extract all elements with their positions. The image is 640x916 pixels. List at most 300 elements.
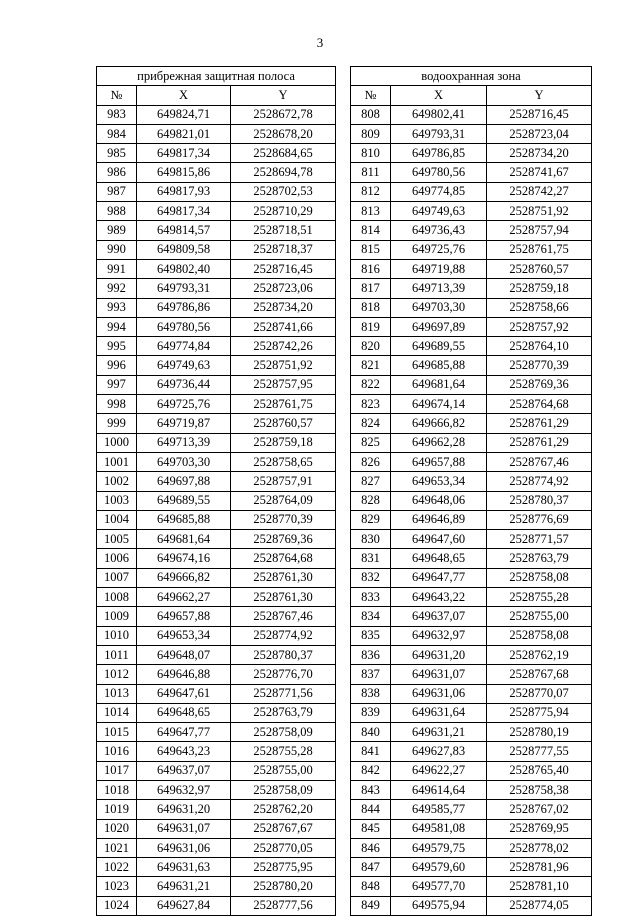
x-coordinate: 649631,21 — [391, 723, 487, 742]
point-number: 1018 — [97, 780, 137, 799]
point-number: 833 — [351, 588, 391, 607]
x-coordinate: 649689,55 — [391, 337, 487, 356]
point-number: 810 — [351, 144, 391, 163]
x-coordinate: 649575,94 — [391, 896, 487, 915]
x-coordinate: 649581,08 — [391, 819, 487, 838]
y-coordinate: 2528762,19 — [487, 645, 592, 664]
table-row — [351, 279, 592, 298]
point-number: 820 — [351, 337, 391, 356]
point-number: 813 — [351, 202, 391, 221]
table-row — [97, 491, 336, 510]
point-number: 821 — [351, 356, 391, 375]
point-number: 815 — [351, 240, 391, 259]
y-coordinate: 2528751,92 — [231, 356, 336, 375]
table-row — [97, 819, 336, 838]
table-row — [351, 626, 592, 645]
x-coordinate: 649774,85 — [391, 182, 487, 201]
point-number: 845 — [351, 819, 391, 838]
table-row — [97, 356, 336, 375]
table-row — [97, 858, 336, 877]
point-number: 1007 — [97, 568, 137, 587]
point-number: 993 — [97, 298, 137, 317]
y-coordinate: 2528767,68 — [487, 665, 592, 684]
x-coordinate: 649643,23 — [137, 742, 231, 761]
point-number: 849 — [351, 896, 391, 915]
table-row — [97, 144, 336, 163]
y-coordinate: 2528763,79 — [487, 549, 592, 568]
x-coordinate: 649824,71 — [137, 105, 231, 124]
table-row — [97, 684, 336, 703]
x-coordinate: 649579,75 — [391, 838, 487, 857]
x-coordinate: 649648,65 — [391, 549, 487, 568]
table-row — [351, 472, 592, 491]
y-coordinate: 2528761,30 — [231, 588, 336, 607]
point-number: 842 — [351, 761, 391, 780]
table-row — [351, 703, 592, 722]
x-coordinate: 649648,06 — [391, 491, 487, 510]
x-coordinate: 649689,55 — [137, 491, 231, 510]
table-row — [97, 240, 336, 259]
point-number: 835 — [351, 626, 391, 645]
x-coordinate: 649725,76 — [391, 240, 487, 259]
x-coordinate: 649719,88 — [391, 259, 487, 278]
table-row — [97, 761, 336, 780]
x-coordinate: 649809,58 — [137, 240, 231, 259]
x-coordinate: 649666,82 — [137, 568, 231, 587]
table-row — [351, 124, 592, 143]
x-coordinate: 649674,14 — [391, 395, 487, 414]
table-row — [97, 742, 336, 761]
y-coordinate: 2528770,07 — [487, 684, 592, 703]
y-coordinate: 2528777,56 — [231, 896, 336, 915]
table-row — [351, 877, 592, 896]
table-row — [351, 530, 592, 549]
y-coordinate: 2528755,00 — [487, 607, 592, 626]
point-number: 838 — [351, 684, 391, 703]
x-coordinate: 649631,06 — [137, 838, 231, 857]
point-number: 809 — [351, 124, 391, 143]
x-coordinate: 649786,86 — [137, 298, 231, 317]
y-coordinate: 2528761,75 — [231, 395, 336, 414]
y-coordinate: 2528776,69 — [487, 510, 592, 529]
point-number: 1022 — [97, 858, 137, 877]
point-number: 844 — [351, 800, 391, 819]
table-row — [97, 375, 336, 394]
y-coordinate: 2528694,78 — [231, 163, 336, 182]
table-row — [351, 491, 592, 510]
point-number: 1015 — [97, 723, 137, 742]
point-number: 1003 — [97, 491, 137, 510]
y-coordinate: 2528757,94 — [487, 221, 592, 240]
x-coordinate: 649632,97 — [137, 780, 231, 799]
point-number: 839 — [351, 703, 391, 722]
table-row — [351, 645, 592, 664]
table-row — [351, 723, 592, 742]
y-coordinate: 2528767,02 — [487, 800, 592, 819]
point-number: 1019 — [97, 800, 137, 819]
x-coordinate: 649713,39 — [137, 433, 231, 452]
point-number: 841 — [351, 742, 391, 761]
x-coordinate: 649631,07 — [391, 665, 487, 684]
point-number: 986 — [97, 163, 137, 182]
table-row — [351, 665, 592, 684]
point-number: 808 — [351, 105, 391, 124]
table-row — [351, 395, 592, 414]
x-coordinate: 649697,88 — [137, 472, 231, 491]
table-row — [97, 259, 336, 278]
x-coordinate: 649681,64 — [391, 375, 487, 394]
point-number: 990 — [97, 240, 137, 259]
table-row — [97, 182, 336, 201]
x-coordinate: 649631,64 — [391, 703, 487, 722]
point-number: 1009 — [97, 607, 137, 626]
point-number: 992 — [97, 279, 137, 298]
point-number: 989 — [97, 221, 137, 240]
table-row — [97, 317, 336, 336]
point-number: 837 — [351, 665, 391, 684]
table-row — [97, 221, 336, 240]
y-coordinate: 2528759,18 — [231, 433, 336, 452]
point-number: 1004 — [97, 510, 137, 529]
y-coordinate: 2528767,46 — [487, 452, 592, 471]
y-coordinate: 2528764,68 — [231, 549, 336, 568]
point-number: 830 — [351, 530, 391, 549]
point-number: 1008 — [97, 588, 137, 607]
y-coordinate: 2528764,10 — [487, 337, 592, 356]
y-coordinate: 2528761,75 — [487, 240, 592, 259]
table-title: прибрежная защитная полоса — [97, 67, 336, 86]
y-coordinate: 2528765,40 — [487, 761, 592, 780]
table-row — [97, 105, 336, 124]
x-coordinate: 649653,34 — [137, 626, 231, 645]
point-number: 829 — [351, 510, 391, 529]
x-coordinate: 649817,93 — [137, 182, 231, 201]
y-coordinate: 2528762,20 — [231, 800, 336, 819]
y-coordinate: 2528761,29 — [487, 414, 592, 433]
table-row — [351, 433, 592, 452]
y-coordinate: 2528769,36 — [231, 530, 336, 549]
x-coordinate: 649646,88 — [137, 665, 231, 684]
table-row — [351, 105, 592, 124]
x-coordinate: 649802,40 — [137, 259, 231, 278]
x-coordinate: 649647,77 — [137, 723, 231, 742]
table-row — [97, 588, 336, 607]
column-header-number: № — [351, 86, 391, 105]
x-coordinate: 649786,85 — [391, 144, 487, 163]
point-number: 823 — [351, 395, 391, 414]
table-body — [97, 105, 336, 915]
y-coordinate: 2528760,57 — [487, 259, 592, 278]
x-coordinate: 649780,56 — [137, 317, 231, 336]
x-coordinate: 649749,63 — [137, 356, 231, 375]
point-number: 827 — [351, 472, 391, 491]
y-coordinate: 2528742,26 — [231, 337, 336, 356]
point-number: 996 — [97, 356, 137, 375]
point-number: 985 — [97, 144, 137, 163]
x-coordinate: 649632,97 — [391, 626, 487, 645]
column-header-y: Y — [487, 86, 592, 105]
point-number: 816 — [351, 259, 391, 278]
x-coordinate: 649631,06 — [391, 684, 487, 703]
y-coordinate: 2528742,27 — [487, 182, 592, 201]
table-row — [97, 452, 336, 471]
table-row — [97, 800, 336, 819]
x-coordinate: 649585,77 — [391, 800, 487, 819]
y-coordinate: 2528781,96 — [487, 858, 592, 877]
y-coordinate: 2528758,38 — [487, 780, 592, 799]
x-coordinate: 649647,77 — [391, 568, 487, 587]
x-coordinate: 649614,64 — [391, 780, 487, 799]
y-coordinate: 2528710,29 — [231, 202, 336, 221]
table-row — [97, 510, 336, 529]
y-coordinate: 2528758,09 — [231, 780, 336, 799]
point-number: 811 — [351, 163, 391, 182]
table-row — [97, 607, 336, 626]
table-row — [97, 896, 336, 915]
table-row — [97, 626, 336, 645]
point-number: 995 — [97, 337, 137, 356]
column-header-y: Y — [231, 86, 336, 105]
y-coordinate: 2528780,37 — [231, 645, 336, 664]
x-coordinate: 649736,44 — [137, 375, 231, 394]
y-coordinate: 2528771,57 — [487, 530, 592, 549]
x-coordinate: 649648,07 — [137, 645, 231, 664]
y-coordinate: 2528767,46 — [231, 607, 336, 626]
x-coordinate: 649631,07 — [137, 819, 231, 838]
x-coordinate: 649817,34 — [137, 202, 231, 221]
point-number: 1000 — [97, 433, 137, 452]
point-number: 847 — [351, 858, 391, 877]
table-row — [351, 684, 592, 703]
x-coordinate: 649631,63 — [137, 858, 231, 877]
table-row — [97, 163, 336, 182]
point-number: 1012 — [97, 665, 137, 684]
x-coordinate: 649627,83 — [391, 742, 487, 761]
point-number: 826 — [351, 452, 391, 471]
point-number: 1014 — [97, 703, 137, 722]
table-row — [97, 124, 336, 143]
x-coordinate: 649647,61 — [137, 684, 231, 703]
point-number: 832 — [351, 568, 391, 587]
point-number: 999 — [97, 414, 137, 433]
table-row — [351, 761, 592, 780]
point-number: 987 — [97, 182, 137, 201]
x-coordinate: 649719,87 — [137, 414, 231, 433]
y-coordinate: 2528758,08 — [487, 568, 592, 587]
point-number: 998 — [97, 395, 137, 414]
table-row — [351, 317, 592, 336]
y-coordinate: 2528770,39 — [487, 356, 592, 375]
x-coordinate: 649631,21 — [137, 877, 231, 896]
table-row — [97, 703, 336, 722]
y-coordinate: 2528702,53 — [231, 182, 336, 201]
table-row — [351, 800, 592, 819]
x-coordinate: 649814,57 — [137, 221, 231, 240]
table-row — [351, 337, 592, 356]
y-coordinate: 2528751,92 — [487, 202, 592, 221]
y-coordinate: 2528718,37 — [231, 240, 336, 259]
x-coordinate: 649637,07 — [137, 761, 231, 780]
y-coordinate: 2528774,92 — [487, 472, 592, 491]
y-coordinate: 2528774,92 — [231, 626, 336, 645]
table-row — [351, 163, 592, 182]
table-row — [351, 144, 592, 163]
table-row — [351, 375, 592, 394]
x-coordinate: 649780,56 — [391, 163, 487, 182]
y-coordinate: 2528761,30 — [231, 568, 336, 587]
y-coordinate: 2528723,06 — [231, 279, 336, 298]
y-coordinate: 2528771,56 — [231, 684, 336, 703]
x-coordinate: 649817,34 — [137, 144, 231, 163]
x-coordinate: 649622,27 — [391, 761, 487, 780]
y-coordinate: 2528764,09 — [231, 491, 336, 510]
column-header-x: X — [137, 86, 231, 105]
table-row — [351, 858, 592, 877]
y-coordinate: 2528764,68 — [487, 395, 592, 414]
y-coordinate: 2528723,04 — [487, 124, 592, 143]
x-coordinate: 649685,88 — [391, 356, 487, 375]
point-number: 1023 — [97, 877, 137, 896]
y-coordinate: 2528741,66 — [231, 317, 336, 336]
y-coordinate: 2528758,09 — [231, 723, 336, 742]
table-row — [351, 240, 592, 259]
table-row — [351, 259, 592, 278]
table-row — [351, 221, 592, 240]
x-coordinate: 649643,22 — [391, 588, 487, 607]
table-row — [351, 510, 592, 529]
point-number: 983 — [97, 105, 137, 124]
x-coordinate: 649666,82 — [391, 414, 487, 433]
point-number: 828 — [351, 491, 391, 510]
table-row — [97, 433, 336, 452]
table-row — [351, 819, 592, 838]
y-coordinate: 2528770,05 — [231, 838, 336, 857]
x-coordinate: 649793,31 — [391, 124, 487, 143]
x-coordinate: 649697,89 — [391, 317, 487, 336]
x-coordinate: 649821,01 — [137, 124, 231, 143]
point-number: 1010 — [97, 626, 137, 645]
point-number: 840 — [351, 723, 391, 742]
point-number: 834 — [351, 607, 391, 626]
table-row — [351, 742, 592, 761]
y-coordinate: 2528758,08 — [487, 626, 592, 645]
x-coordinate: 649631,20 — [137, 800, 231, 819]
point-number: 822 — [351, 375, 391, 394]
table-row — [97, 298, 336, 317]
table-row — [97, 723, 336, 742]
table-row — [97, 337, 336, 356]
table-row — [351, 549, 592, 568]
point-number: 1016 — [97, 742, 137, 761]
x-coordinate: 649802,41 — [391, 105, 487, 124]
x-coordinate: 649681,64 — [137, 530, 231, 549]
point-number: 817 — [351, 279, 391, 298]
table-row — [97, 549, 336, 568]
x-coordinate: 649657,88 — [391, 452, 487, 471]
y-coordinate: 2528761,29 — [487, 433, 592, 452]
y-coordinate: 2528767,67 — [231, 819, 336, 838]
point-number: 988 — [97, 202, 137, 221]
table-row — [97, 395, 336, 414]
x-coordinate: 649703,30 — [391, 298, 487, 317]
point-number: 824 — [351, 414, 391, 433]
y-coordinate: 2528781,10 — [487, 877, 592, 896]
table-row — [351, 356, 592, 375]
y-coordinate: 2528769,95 — [487, 819, 592, 838]
point-number: 1020 — [97, 819, 137, 838]
x-coordinate: 649736,43 — [391, 221, 487, 240]
point-number: 819 — [351, 317, 391, 336]
table-row — [351, 452, 592, 471]
y-coordinate: 2528780,20 — [231, 877, 336, 896]
point-number: 991 — [97, 259, 137, 278]
point-number: 825 — [351, 433, 391, 452]
y-coordinate: 2528777,55 — [487, 742, 592, 761]
y-coordinate: 2528716,45 — [231, 259, 336, 278]
table-row — [351, 896, 592, 915]
x-coordinate: 649674,16 — [137, 549, 231, 568]
y-coordinate: 2528755,00 — [231, 761, 336, 780]
table-row — [351, 414, 592, 433]
y-coordinate: 2528778,02 — [487, 838, 592, 857]
point-number: 848 — [351, 877, 391, 896]
point-number: 997 — [97, 375, 137, 394]
y-coordinate: 2528755,28 — [487, 588, 592, 607]
y-coordinate: 2528774,05 — [487, 896, 592, 915]
page-number: 3 — [316, 35, 324, 50]
y-coordinate: 2528734,20 — [231, 298, 336, 317]
y-coordinate: 2528672,78 — [231, 105, 336, 124]
table-row — [97, 568, 336, 587]
x-coordinate: 649774,84 — [137, 337, 231, 356]
y-coordinate: 2528769,36 — [487, 375, 592, 394]
x-coordinate: 649647,60 — [391, 530, 487, 549]
point-number: 846 — [351, 838, 391, 857]
point-number: 812 — [351, 182, 391, 201]
y-coordinate: 2528678,20 — [231, 124, 336, 143]
y-coordinate: 2528758,65 — [231, 452, 336, 471]
point-number: 831 — [351, 549, 391, 568]
table-title: водоохранная зона — [351, 67, 592, 86]
table-row — [351, 298, 592, 317]
y-coordinate: 2528763,79 — [231, 703, 336, 722]
y-coordinate: 2528734,20 — [487, 144, 592, 163]
point-number: 1013 — [97, 684, 137, 703]
x-coordinate: 649685,88 — [137, 510, 231, 529]
point-number: 818 — [351, 298, 391, 317]
y-coordinate: 2528758,66 — [487, 298, 592, 317]
x-coordinate: 649793,31 — [137, 279, 231, 298]
x-coordinate: 649713,39 — [391, 279, 487, 298]
table-row — [351, 202, 592, 221]
water-protection-zone-table — [350, 66, 592, 916]
y-coordinate: 2528757,95 — [231, 375, 336, 394]
point-number: 1021 — [97, 838, 137, 857]
x-coordinate: 649749,63 — [391, 202, 487, 221]
x-coordinate: 649815,86 — [137, 163, 231, 182]
coastal-protective-strip-table — [96, 66, 336, 916]
x-coordinate: 649662,28 — [391, 433, 487, 452]
table-row — [351, 780, 592, 799]
table-row — [351, 607, 592, 626]
y-coordinate: 2528759,18 — [487, 279, 592, 298]
x-coordinate: 649631,20 — [391, 645, 487, 664]
x-coordinate: 649703,30 — [137, 452, 231, 471]
point-number: 994 — [97, 317, 137, 336]
x-coordinate: 649577,70 — [391, 877, 487, 896]
table-row — [97, 530, 336, 549]
point-number: 1006 — [97, 549, 137, 568]
